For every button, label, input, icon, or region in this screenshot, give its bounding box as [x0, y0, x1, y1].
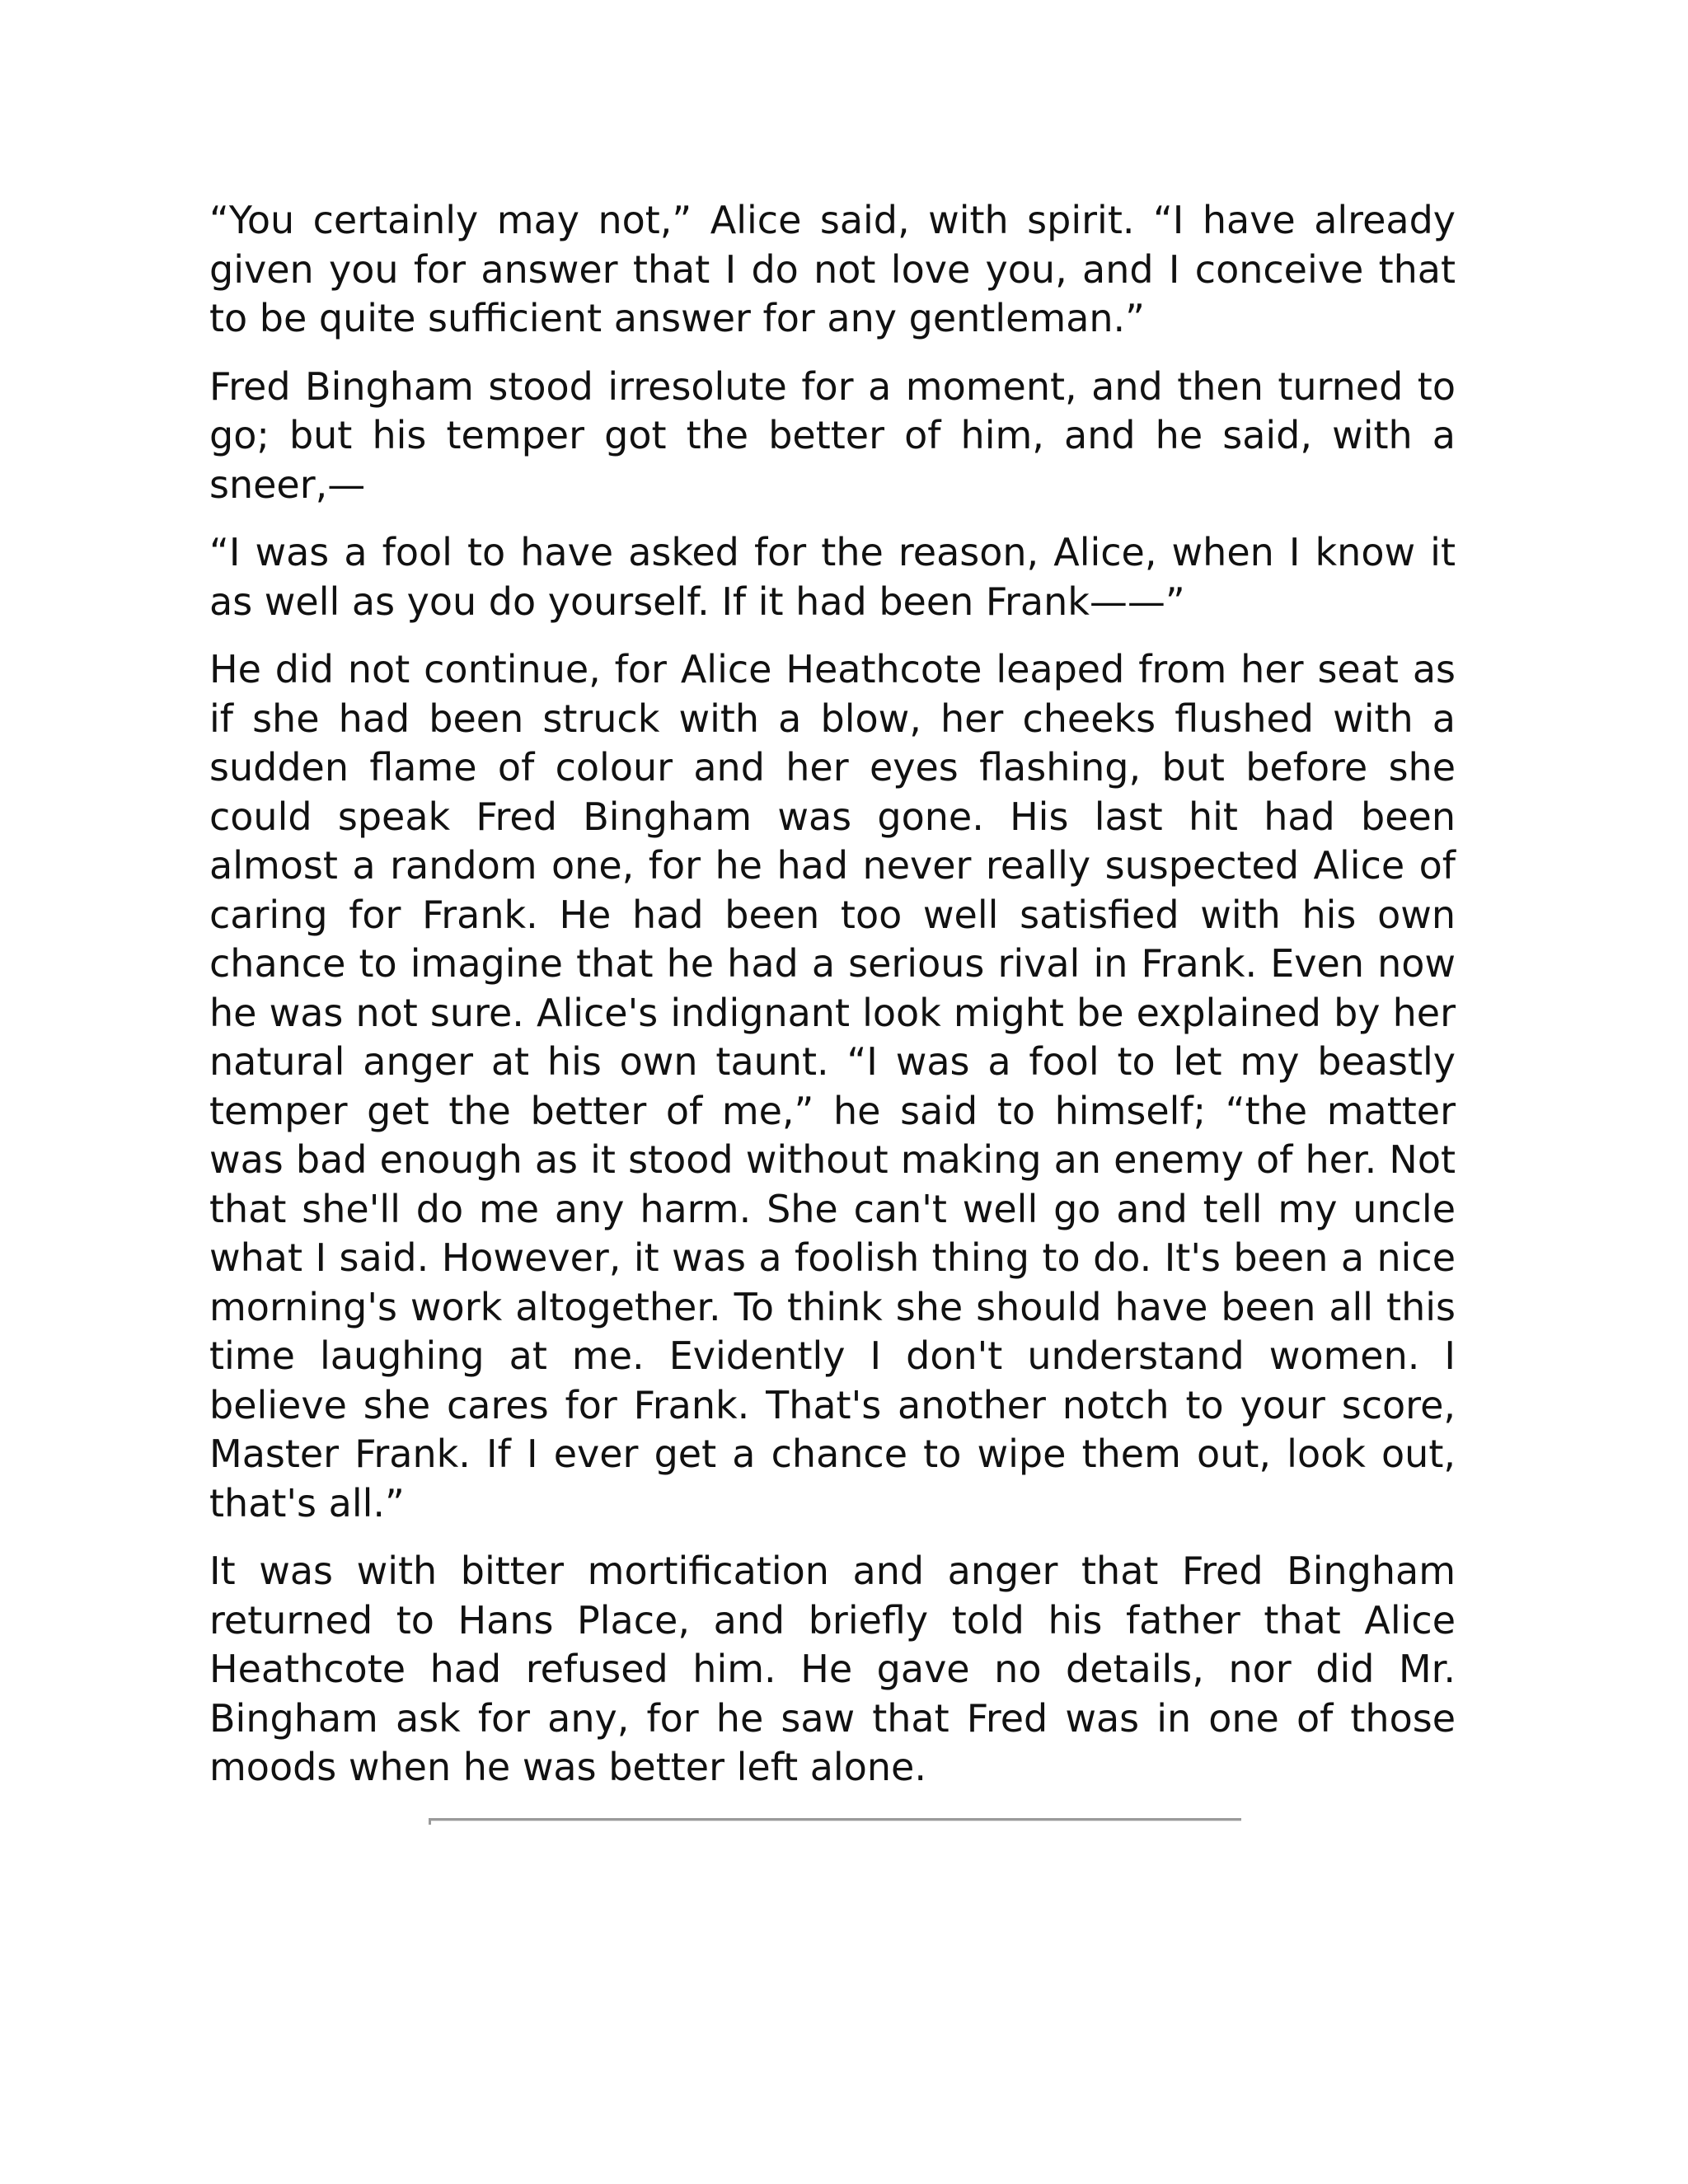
paragraph-1: “You certainly may not,” Alice said, with spirit. “I have already given you for answer that I do not love you, and I conceive that to be quite sufficient answer for any gentleman.”	[209, 198, 1456, 340]
section-divider	[429, 1818, 1241, 1821]
section-divider-cap	[429, 1818, 431, 1825]
paragraph-5: It was with bitter mortification and anger that Fred Bingham returned to Hans Place, and briefly told his father that Alice Heathcote had refused him. He gave no details, nor did Mr. Bingham ask for any, for he saw that Fred was in one of those moods when he was better left alone.	[209, 1549, 1456, 1789]
page-body	[209, 196, 1456, 1811]
paragraph-3: “I was a fool to have asked for the reason, Alice, when I know it as well as you do yourself. If it had been Frank——”	[209, 530, 1456, 624]
paragraph-2: Fred Bingham stood irresolute for a moment, and then turned to go; but his temper got the better of him, and he said, with a sneer,—	[209, 363, 1456, 507]
paragraph-4: He did not continue, for Alice Heathcote leaped from her seat as if she had been struck with a blow, her cheeks flushed with a sudden flame of colour and her eyes flashing, but before she could speak Fred Bingham was gone. His last hit had been almost a random one, for he had never really suspected Alice of caring for Frank. He had been too well satisfied with his own chance to imagine that he had a serious rival in Frank. Even now he was not sure. Alice's indignant look might be explained by her natural anger at his own taunt. “I was a fool to let my beastly temper get the better of me,” he said to himself; “the matter was bad enough as it stood without making an enemy of her. Not that she'll do me any harm. She can't well go and tell my uncle what I said. However, it was a foolish thing to do. It's been a nice morning's work altogether. To think she should have been all this time laughing at me. Evidently I don't understand women. I believe she cares for Frank. That's another notch to your score, Master Frank. If I ever get a chance to wipe them out, look out, that's all.”	[209, 647, 1456, 1526]
